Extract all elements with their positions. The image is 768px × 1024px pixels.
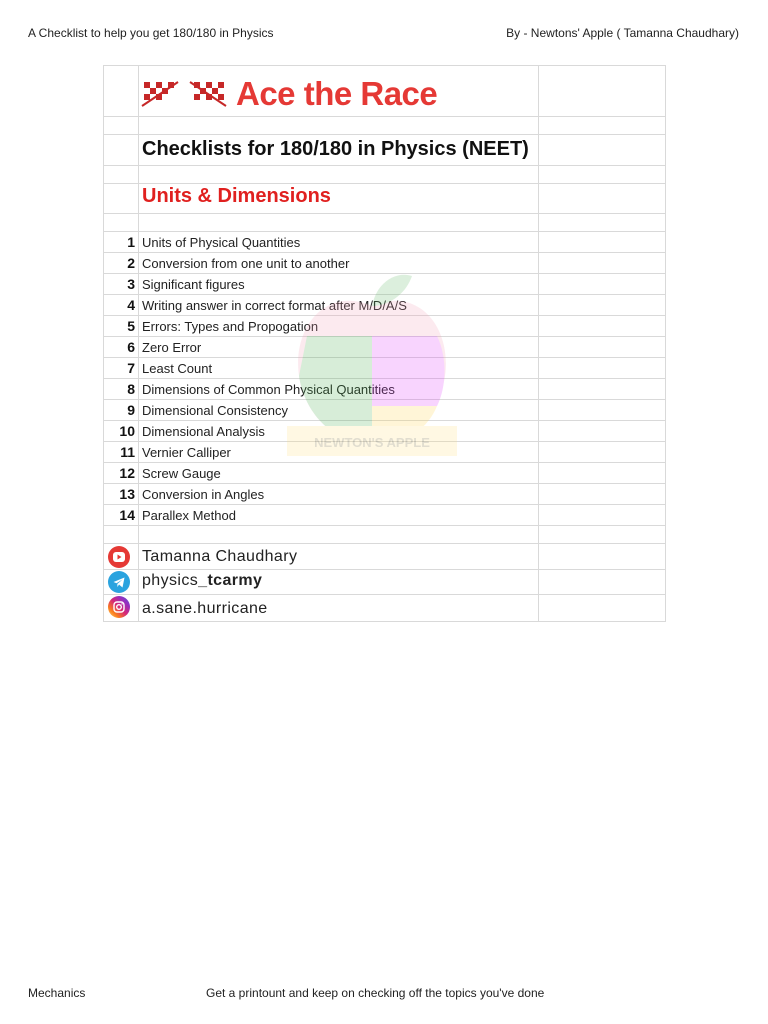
telegram-handle-prefix: physics: [142, 572, 199, 589]
checklist-item-number: 1: [127, 234, 135, 250]
watermark-label: NEWTON'S APPLE: [314, 435, 430, 450]
checklist-item-label: Screw Gauge: [142, 466, 221, 481]
page-header-right: By - Newtons' Apple ( Tamanna Chaudhary): [506, 26, 739, 40]
checklist-item-number: 12: [119, 465, 135, 481]
spacer-row: [104, 166, 666, 184]
checklist-item-label: Dimensional Consistency: [142, 403, 288, 418]
checklist-item-number: 2: [127, 255, 135, 271]
spacer-row: [104, 214, 666, 232]
checklist-item-label: Parallex Method: [142, 508, 236, 523]
checklist-item-number: 6: [127, 339, 135, 355]
checklist-item-number: 11: [120, 444, 135, 460]
checklist-row: [104, 442, 666, 463]
youtube-channel-name[interactable]: Tamanna Chaudhary: [142, 548, 298, 565]
spacer-row: [104, 117, 666, 135]
checklist-row: [104, 505, 666, 526]
page-header-left: A Checklist to help you get 180/180 in Physics: [28, 26, 274, 40]
checklist-item-number: 14: [119, 507, 135, 523]
youtube-icon[interactable]: [108, 546, 130, 568]
ace-the-race-logo: [138, 74, 437, 114]
checklist-item-label: Vernier Calliper: [142, 445, 231, 460]
checklist-item-number: 9: [127, 402, 135, 418]
checklist-row: [104, 232, 666, 253]
checklist-item-number: 10: [119, 423, 135, 439]
column-divider: [138, 66, 139, 622]
checklist-row: [104, 337, 666, 358]
checklist-row: [104, 400, 666, 421]
checklist-sheet: [103, 65, 666, 622]
checklist-row: [104, 421, 666, 442]
checklist-item-number: 8: [127, 381, 135, 397]
checklist-row: [104, 463, 666, 484]
page-footer-middle: Get a printount and keep on checking off the topics you've done: [206, 986, 545, 1000]
checkered-flags-icon: [138, 76, 230, 112]
checklist-row: [104, 253, 666, 274]
checklist-item-number: 5: [127, 318, 135, 334]
checklist-row: [104, 379, 666, 400]
checklist-item-label: Least Count: [142, 361, 213, 376]
telegram-icon[interactable]: [108, 571, 130, 593]
checklist-item-label: Significant figures: [142, 277, 245, 292]
telegram-handle[interactable]: [142, 572, 262, 590]
section-heading: Units & Dimensions: [142, 185, 331, 207]
column-divider: [665, 66, 666, 622]
checklist-item-label: Units of Physical Quantities: [142, 235, 301, 250]
checklist-row: [104, 295, 666, 316]
page-footer-left: Mechanics: [28, 986, 86, 1000]
checklist-item-number: 13: [119, 486, 135, 502]
checklist-item-label: Dimensions of Common Physical Quantities: [142, 382, 395, 397]
telegram-handle-suffix: _tcarmy: [198, 572, 263, 589]
checklist-item-label: Conversion from one unit to another: [142, 256, 350, 271]
instagram-handle[interactable]: a.sane.hurricane: [142, 600, 268, 617]
page-title: Checklists for 180/180 in Physics (NEET): [142, 138, 529, 160]
checklist-item-label: Conversion in Angles: [142, 487, 265, 502]
checklist-row: [104, 484, 666, 505]
checklist-row: [104, 274, 666, 295]
checklist-item-label: Errors: Types and Propogation: [142, 319, 319, 334]
instagram-icon[interactable]: [108, 596, 130, 618]
checklist-row: [104, 358, 666, 379]
checklist-item-label: Dimensional Analysis: [142, 424, 265, 439]
checklist-item-number: 4: [127, 297, 135, 313]
spacer-row: [104, 525, 666, 544]
logo-text: Ace the Race: [236, 75, 438, 112]
checklist-item-label: Zero Error: [142, 340, 202, 355]
checklist-item-number: 7: [127, 360, 135, 376]
checklist-item-number: 3: [127, 276, 135, 292]
checklist-item-label: Writing answer in correct format after M/D/A/S: [142, 298, 407, 313]
column-divider: [538, 66, 539, 622]
checklist-row: [104, 316, 666, 337]
